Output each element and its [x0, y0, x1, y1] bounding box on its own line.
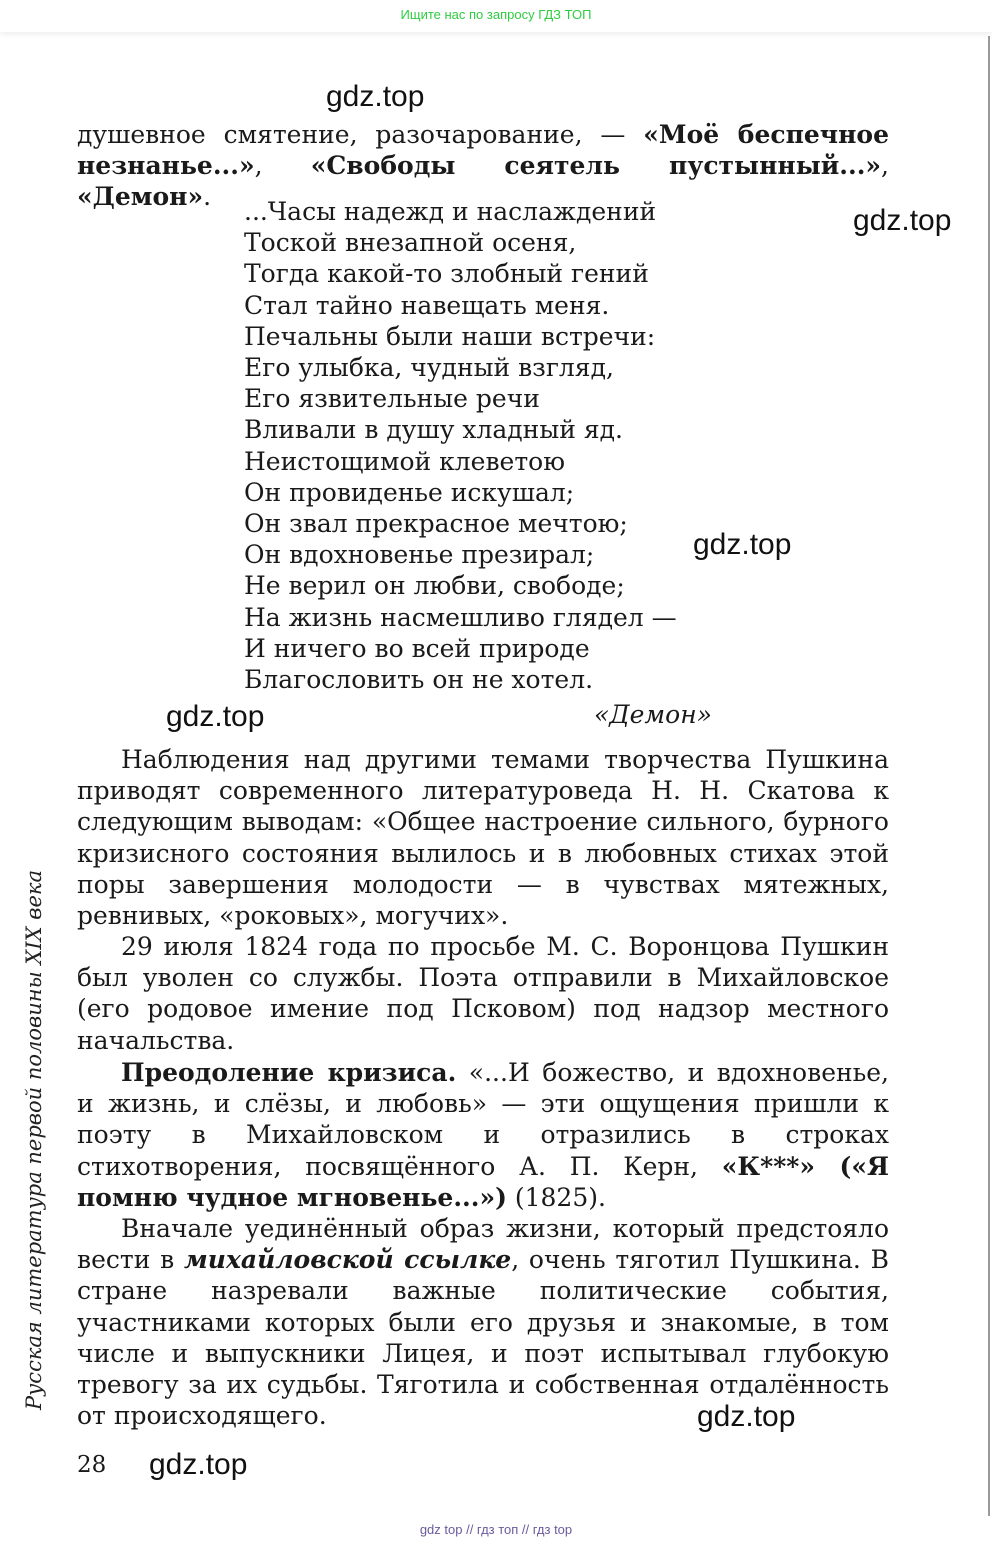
poem-line: Он вдохновенье презирал; — [244, 540, 595, 570]
intro-paragraph: душевное смятение, разочарование, — «Моё беспечное незнанье...», «Свободы сеятель пустынный...», «Демон». — [77, 120, 889, 212]
watermark: gdz.top — [326, 80, 425, 113]
poem-line: ...Часы надежд и наслаждений — [244, 197, 657, 226]
poem-caption: «Демон» — [594, 700, 712, 729]
paragraph-exile: 29 июля 1824 года по просьбе М. С. Воронцова Пушкин был уволен со службы. Поэта отправили в Михайловское (его родовое имение под Псковом) под надзор местного начальства. — [77, 932, 889, 1055]
poem-line: И ничего во всей природе — [244, 633, 590, 663]
poem-line: Тоской внезапной осеня, — [244, 228, 577, 258]
watermark: gdz.top — [166, 700, 265, 733]
poem-line: Вливали в душу хладный яд. — [244, 415, 623, 445]
poem-line: Благословить он не хотел. — [244, 665, 594, 695]
poem-line: Печальны были наши встречи: — [244, 321, 656, 351]
watermark: gdz.top — [697, 1400, 796, 1433]
watermark: gdz.top — [149, 1448, 248, 1481]
paragraph-skatov: Наблюдения над другими темами творчества Пушкина приводят современного литературоведа Н. Н. Скатова к следующим выводам: «Общее настроение сильного, бурного кризисного состояния вылилось и в любовных стихах этой поры завершения молодости — в чувствах мятежных, ревнивых, «роковых», могучих». — [77, 745, 889, 931]
poem-demon — [244, 196, 677, 695]
poem-line: Его улыбка, чудный взгляд, — [244, 353, 614, 383]
poem-line: На жизнь насмешливо глядел — — [244, 602, 677, 632]
page-number: 28 — [77, 1452, 107, 1478]
poem-line: Неистощимой клеветою — [244, 446, 565, 476]
top-banner[interactable]: Ищите нас по запросу ГДЗ ТОП — [0, 0, 992, 32]
poem-line: Стал тайно навещать меня. — [244, 290, 610, 320]
paragraph-mikhailovskoe: Вначале уединённый образ жизни, который предстояло вести в михайловской ссылке, очень тяготил Пушкина. В стране назревали важные политические события, участниками которых были его друзья и знакомые, в том числе и выпускники Лицея, и поэт испытывал глубокую тревогу за их судьбы. Тяготила и собственная отдалённость от происходящего. — [77, 1214, 889, 1431]
poem-line: Он звал прекрасное мечтою; — [244, 509, 628, 539]
footer-links[interactable]: gdz top // гдз топ // гдз top — [419, 1522, 573, 1537]
poem-line: Он провиденье искушал; — [244, 477, 575, 507]
watermark: gdz.top — [853, 204, 952, 237]
section-heading: Преодоление кризиса. — [121, 1058, 457, 1087]
running-title: Русская литература первой половины XIX века — [22, 870, 46, 1410]
poem-line: Не верил он любви, свободе; — [244, 571, 625, 601]
page-edge-line — [988, 36, 990, 1516]
poem-line: Тогда какой-то злобный гений — [244, 259, 649, 289]
paragraph-crisis: Преодоление кризиса. «...И божество, и вдохновенье, и жизнь, и слёзы, и любовь» — эти ощущения пришли к поэту в Михайловском и отразились в строках стихотворения, посвящённого А. П. Керн, «К***» («Я помню чудное мгновенье...») (1825). — [77, 1058, 889, 1212]
watermark: gdz.top — [693, 528, 792, 561]
poem-line: Его язвительные речи — [244, 384, 540, 414]
